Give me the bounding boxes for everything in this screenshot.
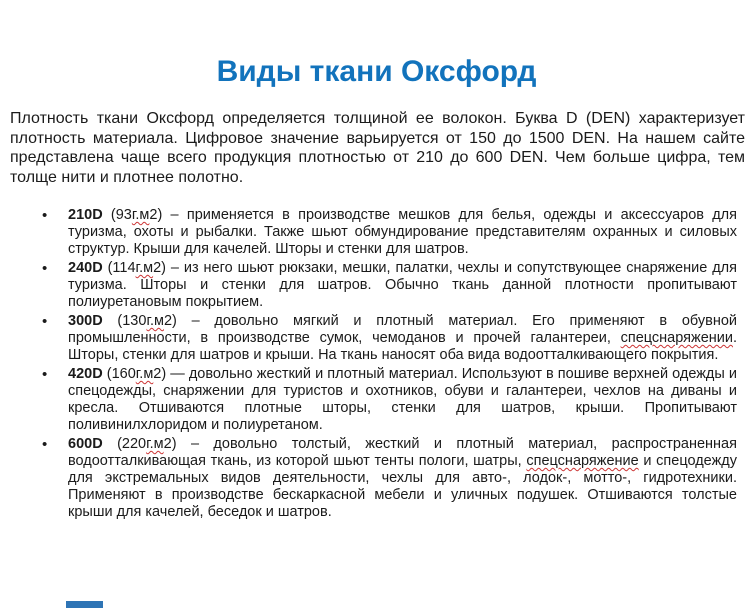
density-label: 600D (68, 436, 103, 452)
item-text: (114 (102, 260, 136, 276)
fabric-list (68, 207, 737, 521)
item-text: и спецодежду для экстремальных видов деятельности, чехлы для авто-, лодок-, мотто-, гидротехники. Применяют в производстве бескаркасной мебели и уличных подушек. Отшиваются толстые крыши для качелей, беседок и шатров. (68, 453, 737, 520)
item-text: 2) – довольно толстый, жесткий и плотный материал, распространенная водоотталкивающая ткань, из которой шьют тенты пологи, шатры, (68, 436, 737, 469)
list-item (68, 207, 737, 258)
item-text: 2) – довольно мягкий и плотный материал. Его применяют в обувной промышленности, в производстве сумок, чемоданов и прочей галантереи, (68, 313, 737, 346)
item-text: 2) – применяется в производстве мешков для белья, одежды и аксессуаров для туризма, охоты и рыбалки. Также шьют обмундирование представителям охранных и силовых структур. Крыши для качелей. Шторы и стенки для шатров. (68, 207, 737, 257)
list-item (68, 366, 737, 434)
item-text: 2) – из него шьют рюкзаки, мешки, палатки, чехлы и сопутствующее снаряжение для туризма. Шторы и стенки для шатров. Обычно ткань данной плотности пропитывают полиуретановым покрытием. (68, 260, 737, 310)
density-label: 210D (68, 207, 103, 223)
item-text: (130 (102, 313, 147, 329)
list-item (68, 313, 737, 364)
density-label: 300D (68, 313, 103, 329)
item-text: 2) — довольно жесткий и плотный материал. Используют в пошиве верхней одежды и спецодежды, снаряжении для туристов и охотников, обуви и галантереи, чехлов на диваны и кресла. Отшиваются плотные шторы, стенки для шатров, крыши. Пропитывают поливинилхлоридом и полиуретаном. (68, 366, 737, 433)
list-item (68, 260, 737, 311)
misspelled-text: г.м (146, 313, 164, 329)
intro-paragraph: Плотность ткани Оксфорд определяется толщиной ее волокон. Буква D (DEN) характеризует плотность материала. Цифровое значение варьируется от 150 до 1500 DEN. На нашем сайте представлена чаще всего продукция плотностью от 210 до 600 DEN. Чем больше цифра, тем толще нити и плотнее полотно. (10, 110, 745, 186)
item-text: (220 (102, 436, 147, 452)
misspelled-text: г.м (146, 436, 164, 452)
item-text: (160 (102, 366, 136, 382)
misspelled-text: г.м (135, 366, 154, 382)
misspelled-text: спецснаряжение (526, 453, 639, 469)
density-label: 240D (68, 260, 103, 276)
page-title: Виды ткани Оксфорд (216, 55, 537, 88)
bottom-blue-strip (66, 601, 103, 608)
list-item (68, 436, 737, 521)
item-text: (93 (102, 207, 132, 223)
misspelled-text: г.м (131, 207, 150, 223)
density-label: 420D (68, 366, 103, 382)
misspelled-text: г.м (135, 260, 154, 276)
misspelled-text: спецснаряжении (620, 330, 733, 346)
item-text: . Шторы, стенки для шатров и крыши. На ткань наносят оба вида водоотталкивающего покрытия. (68, 330, 737, 363)
